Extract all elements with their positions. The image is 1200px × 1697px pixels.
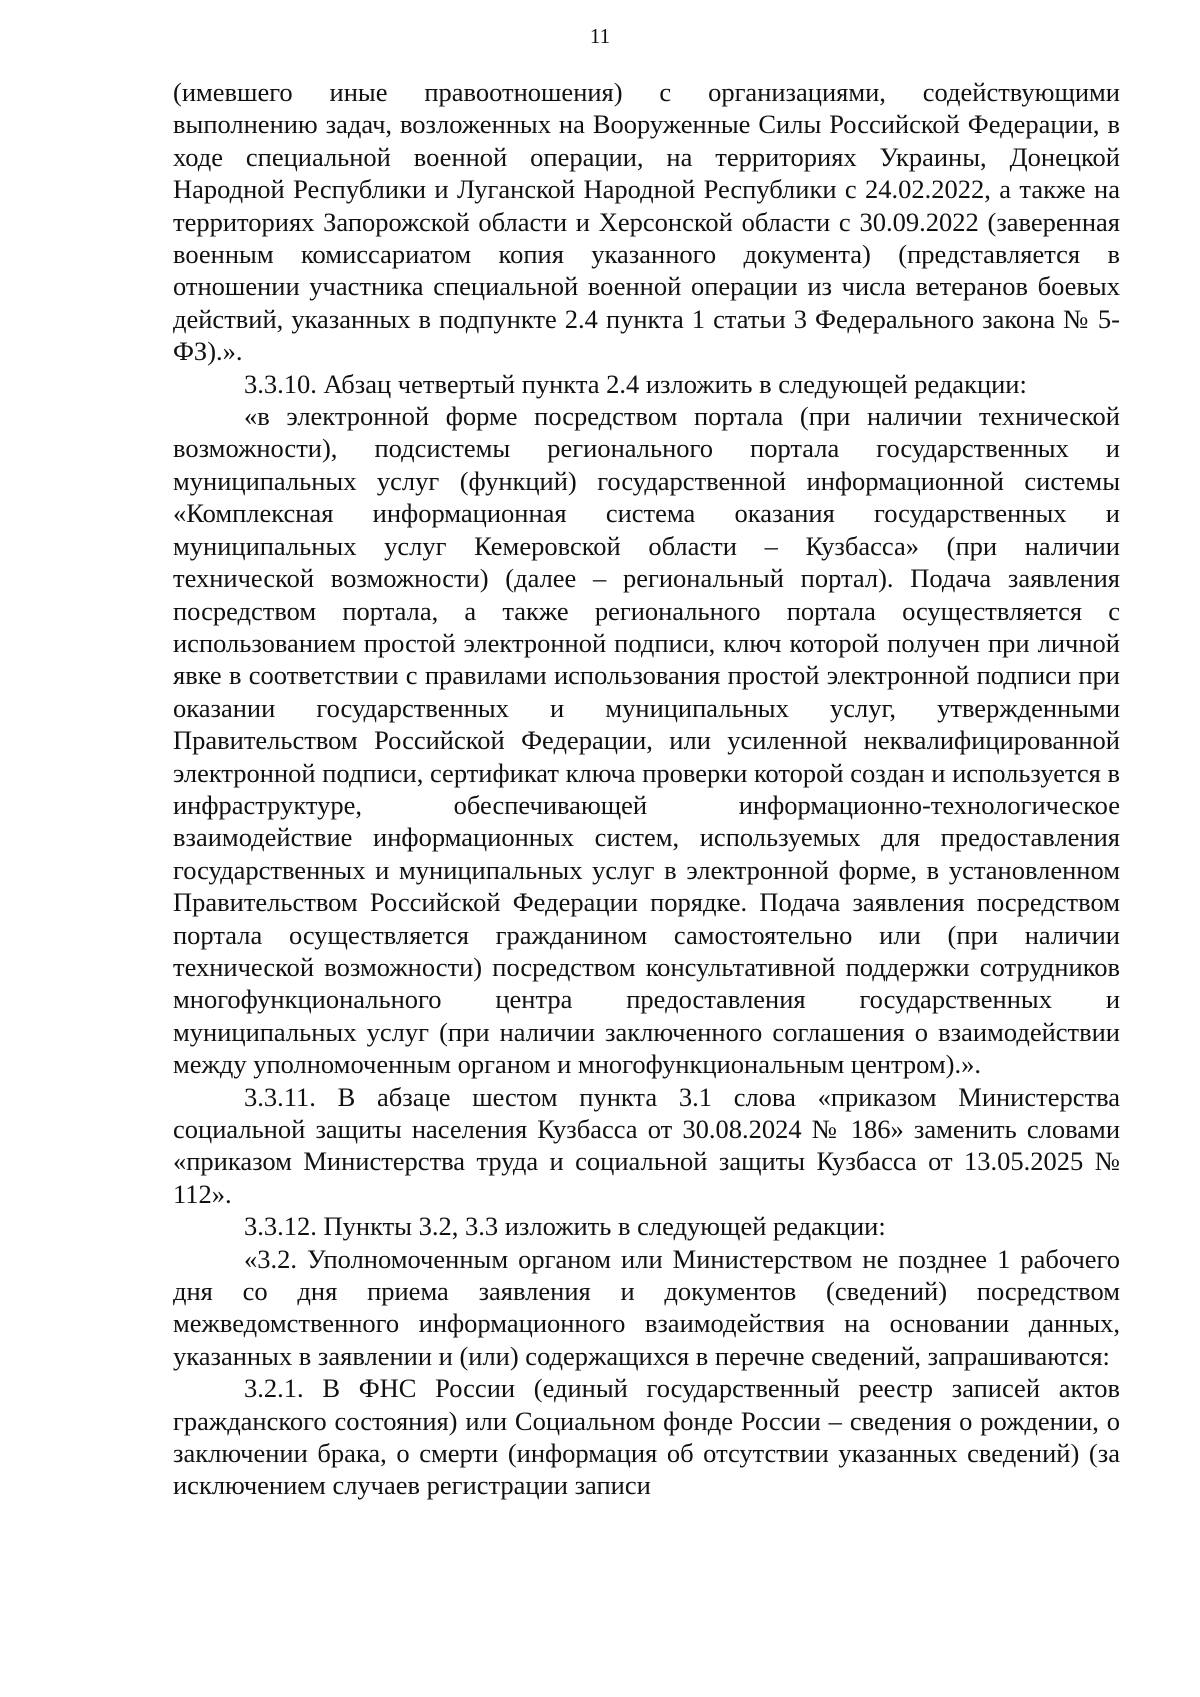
paragraph: «в электронной форме посредством портала (при наличии технической возможности), подсистемы регионального портала государственных и муниципальных услуг (функций) государственной информационной системы «Комплексная информационная система оказания государственных и муниципальных услуг Кемеровской области – Кузбасса» (при наличии технической возможности) (далее – региональный портал). Подача заявления посредством портала, а также регионального портала осуществляется с использованием простой электронной подписи, ключ которой получен при личной явке в соответствии с правилами использования простой электронной подписи при оказании государственных и муниципальных услуг, утвержденными Правительством Российской Федерации, или усиленной неквалифицированной электронной подписи, сертификат ключа проверки которой создан и используется в инфраструктуре, обеспечивающей информационно-технологическое взаимодействие информационных систем, используемых для предоставления государственных и муниципальных услуг в электронной форме, в установленном Правительством Российской Федерации порядке. Подача заявления посредством портала осуществляется гражданином самостоятельно или (при наличии технической возможности) посредством консультативной поддержки сотрудников многофункционального центра предоставления государственных и муниципальных услуг (при наличии заключенного соглашения о взаимодействии между уполномоченным органом и многофункциональным центром).». [173, 401, 1120, 1080]
paragraph: (имевшего иные правоотношения) с организациями, содействующими выполнению задач, возложенных на Вооруженные Силы Российской Федерации, в ходе специальной военной операции, на территориях Украины, Донецкой Народной Республики и Луганской Народной Республики с 24.02.2022, а также на территориях Запорожской области и Херсонской области с 30.09.2022 (заверенная военным комиссариатом копия указанного документа) (представляется в отношении участника специальной военной операции из числа ветеранов боевых действий, указанных в подпункте 2.4 пункта 1 статьи 3 Федерального закона № 5-ФЗ).». [173, 77, 1120, 367]
paragraph: 3.3.10. Абзац четвертый пункта 2.4 изложить в следующей редакции: [244, 368, 1027, 399]
paragraph: 3.2.1. В ФНС России (единый государственный реестр записей актов гражданского состояния) или Социальном фонде России – сведения о рождении, о заключении брака, о смерти (информация об отсутствии указанных сведений) (за исключением случаев регистрации записи [173, 1373, 1120, 1501]
document-body [173, 76, 1120, 1502]
page-number: 11 [589, 24, 611, 48]
paragraph: 3.3.12. Пункты 3.2, 3.3 изложить в следующей редакции: [244, 1211, 886, 1242]
paragraph: «3.2. Уполномоченным органом или Министерством не позднее 1 рабочего дня со дня приема заявления и документов (сведений) посредством межведомственного информационного взаимодействия на основании данных, указанных в заявлении и (или) содержащихся в перечне сведений, запрашиваются: [173, 1243, 1120, 1371]
paragraph: 3.3.11. В абзаце шестом пункта 3.1 слова «приказом Министерства социальной защиты населения Кузбасса от 30.08.2024 № 186» заменить словами «приказом Министерства труда и социальной защиты Кузбасса от 13.05.2025 № 112». [173, 1081, 1120, 1209]
